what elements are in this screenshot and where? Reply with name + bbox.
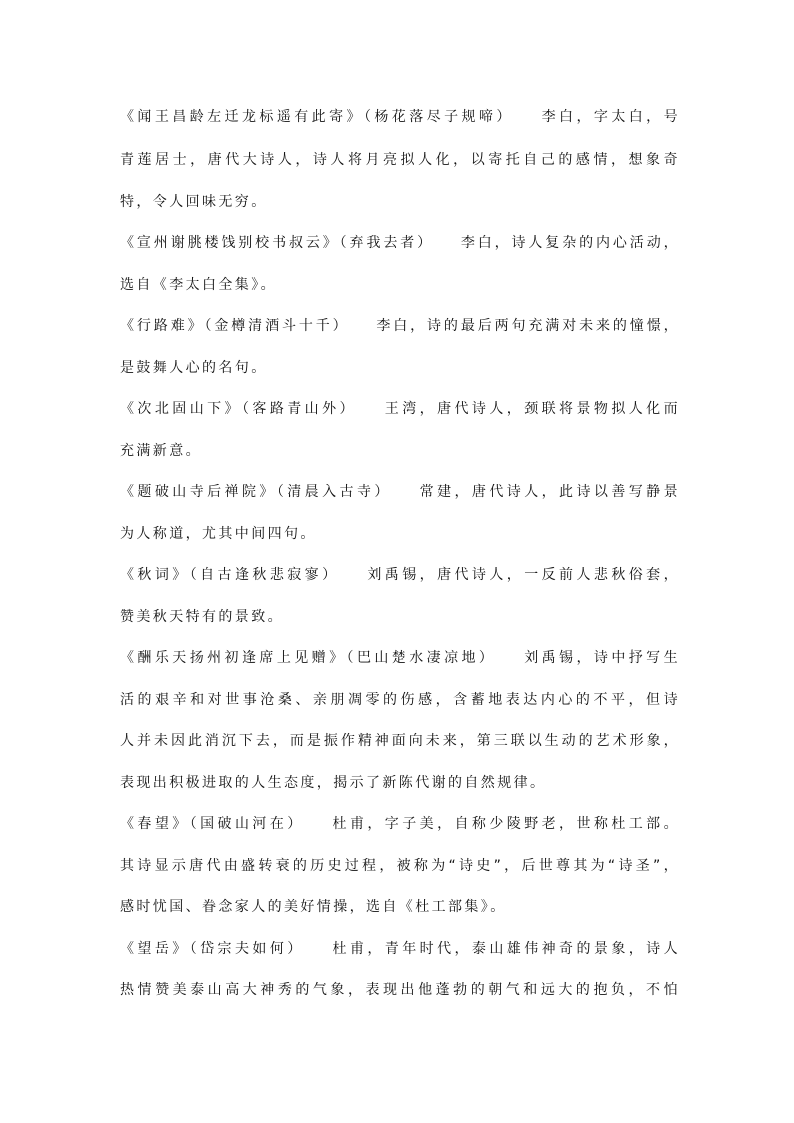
text-line: 《行路难》（金樽清酒斗十千） 李白，诗的最后两句充满对未来的憧憬， <box>120 318 680 334</box>
text-line: 《宣州谢朓楼饯别校书叔云》（弃我去者） 李白，诗人复杂的内心活动， <box>120 235 680 251</box>
text-line: 是鼓舞人心的名句。 <box>120 360 268 376</box>
text-line: 充满新意。 <box>120 443 202 459</box>
text-line: 《秋词》（自古逢秋悲寂寥） 刘禹锡，唐代诗人，一反前人悲秋俗套， <box>120 567 680 583</box>
text-line: 《望岳》（岱宗夫如何） 杜甫，青年时代，泰山雄伟神奇的景象，诗人 <box>120 941 680 957</box>
text-line: 选自《李太白全集》。 <box>120 277 277 293</box>
text-line: 《春望》（国破山河在） 杜甫，字子美，自称少陵野老，世称杜工部。 <box>120 816 680 832</box>
text-line: 人并未因此消沉下去，而是振作精神面向未来，第三联以生动的艺术形象， <box>120 733 680 749</box>
text-line: 活的艰辛和对世事沧桑、亲朋凋零的伤感，含蓄地表达内心的不平，但诗 <box>120 692 680 708</box>
text-line: 为人称道，尤其中间四句。 <box>120 526 317 542</box>
text-line: 特，令人回味无穷。 <box>120 194 268 210</box>
text-line: 《酬乐天扬州初逢席上见赠》（巴山楚水凄凉地） 刘禹锡，诗中抒写生 <box>120 650 680 666</box>
text-line: 热情赞美泰山高大神秀的气象，表现出他蓬勃的朝气和远大的抱负，不怕 <box>120 982 680 998</box>
text-line: 《次北固山下》（客路青山外） 王湾，唐代诗人，颈联将景物拟人化而 <box>120 401 680 417</box>
text-line: 《闻王昌龄左迁龙标遥有此寄》（杨花落尽子规啼） 李白，字太白，号 <box>120 109 680 125</box>
text-line: 《题破山寺后禅院》（清晨入古寺） 常建，唐代诗人，此诗以善写静景 <box>120 484 680 500</box>
text-line: 青莲居士，唐代大诗人，诗人将月亮拟人化，以寄托自己的感情，想象奇 <box>120 152 680 168</box>
text-line: 其诗显示唐代由盛转衰的历史过程，被称为“诗史”，后世尊其为“诗圣”， <box>120 858 680 874</box>
text-line: 表现出积极进取的人生态度，揭示了新陈代谢的自然规律。 <box>120 775 547 791</box>
text-line: 感时忧国、眷念家人的美好情操，选自《杜工部集》。 <box>120 899 507 915</box>
text-line: 赞美秋天特有的景致。 <box>120 609 284 625</box>
